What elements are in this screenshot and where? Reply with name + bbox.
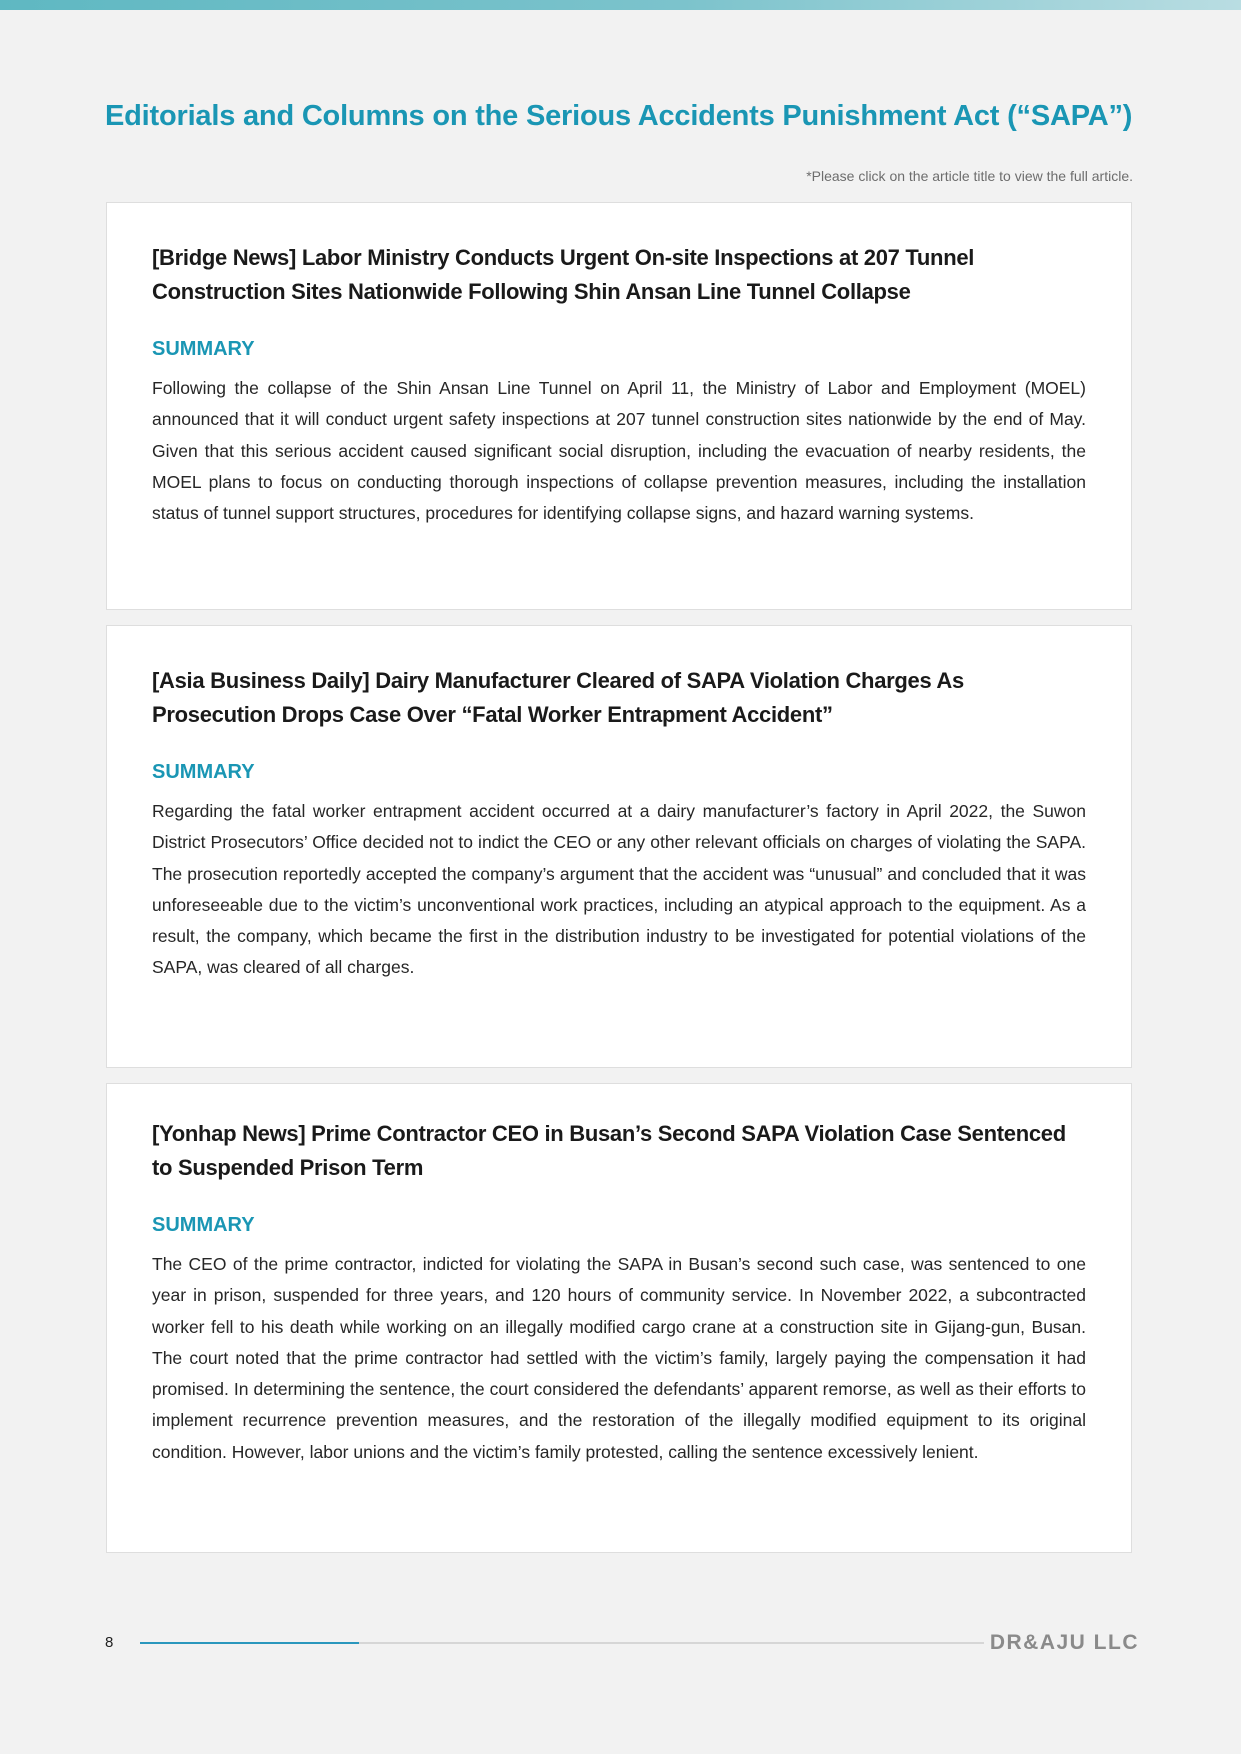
click-instruction-note: *Please click on the article title to view the full article. [806, 168, 1133, 184]
page-progress-track [140, 1642, 984, 1644]
page-progress-fill [140, 1642, 359, 1644]
summary-label: SUMMARY [152, 1214, 255, 1236]
page-title: Editorials and Columns on the Serious Accidents Punishment Act (“SAPA”) [105, 100, 1133, 132]
summary-text: Regarding the fatal worker entrapment accident occurred at a dairy manufacturer’s factory in April 2022, the Suwon District Prosecutors’ Office decided not to indict the CEO or any other relevant officials on charges of violating the SAPA. The prosecution reportedly accepted the company’s argument that the accident was “unusual” and concluded that it was unforeseeable due to the victim’s unconventional work practices, including an atypical approach to the equipment. As a result, the company, which became the first in the distribution industry to be investigated for potential violations of the SAPA, was cleared of all charges. [152, 801, 1086, 978]
top-accent-bar [0, 0, 1241, 10]
summary-text: Following the collapse of the Shin Ansan Line Tunnel on April 11, the Ministry of Labor and Employment (MOEL) announced that it will conduct urgent safety inspections at 207 tunnel construction sites nationwide by the end of May. Given that this serious accident caused significant social disruption, including the evacuation of nearby residents, the MOEL plans to focus on conducting thorough inspections of collapse prevention measures, including the installation status of tunnel support structures, procedures for identifying collapse signs, and hazard warning systems. [152, 378, 1086, 524]
summary-label: SUMMARY [152, 338, 255, 360]
article-card [106, 202, 1132, 610]
article-title-link[interactable]: [Bridge News] Labor Ministry Conducts Urgent On-site Inspections at 207 Tunnel Construction Sites Nationwide Following Shin Ansan Line Tunnel Collapse [152, 245, 975, 304]
summary-label: SUMMARY [152, 761, 255, 783]
brand-logo-text: DR&AJU LLC [989, 1631, 1139, 1654]
page-number: 8 [105, 1634, 114, 1651]
article-card [106, 1083, 1132, 1553]
article-card [106, 625, 1132, 1068]
article-title-link[interactable]: [Yonhap News] Prime Contractor CEO in Busan’s Second SAPA Violation Case Sentenced to Suspended Prison Term [152, 1121, 1066, 1180]
article-title-link[interactable]: [Asia Business Daily] Dairy Manufacturer Cleared of SAPA Violation Charges As Prosecution Drops Case Over “Fatal Worker Entrapment Accident” [152, 668, 964, 727]
summary-text: The CEO of the prime contractor, indicted for violating the SAPA in Busan’s second such case, was sentenced to one year in prison, suspended for three years, and 120 hours of community service. In November 2022, a subcontracted worker fell to his death while working on an illegally modified cargo crane at a construction site in Gijang-gun, Busan. The court noted that the prime contractor had settled with the victim’s family, largely paying the compensation it had promised. In determining the sentence, the court considered the defendants’ apparent remorse, as well as their efforts to implement recurrence prevention measures, and the restoration of the illegally modified equipment to its original condition. However, labor unions and the victim’s family protested, calling the sentence excessively lenient. [152, 1254, 1086, 1462]
